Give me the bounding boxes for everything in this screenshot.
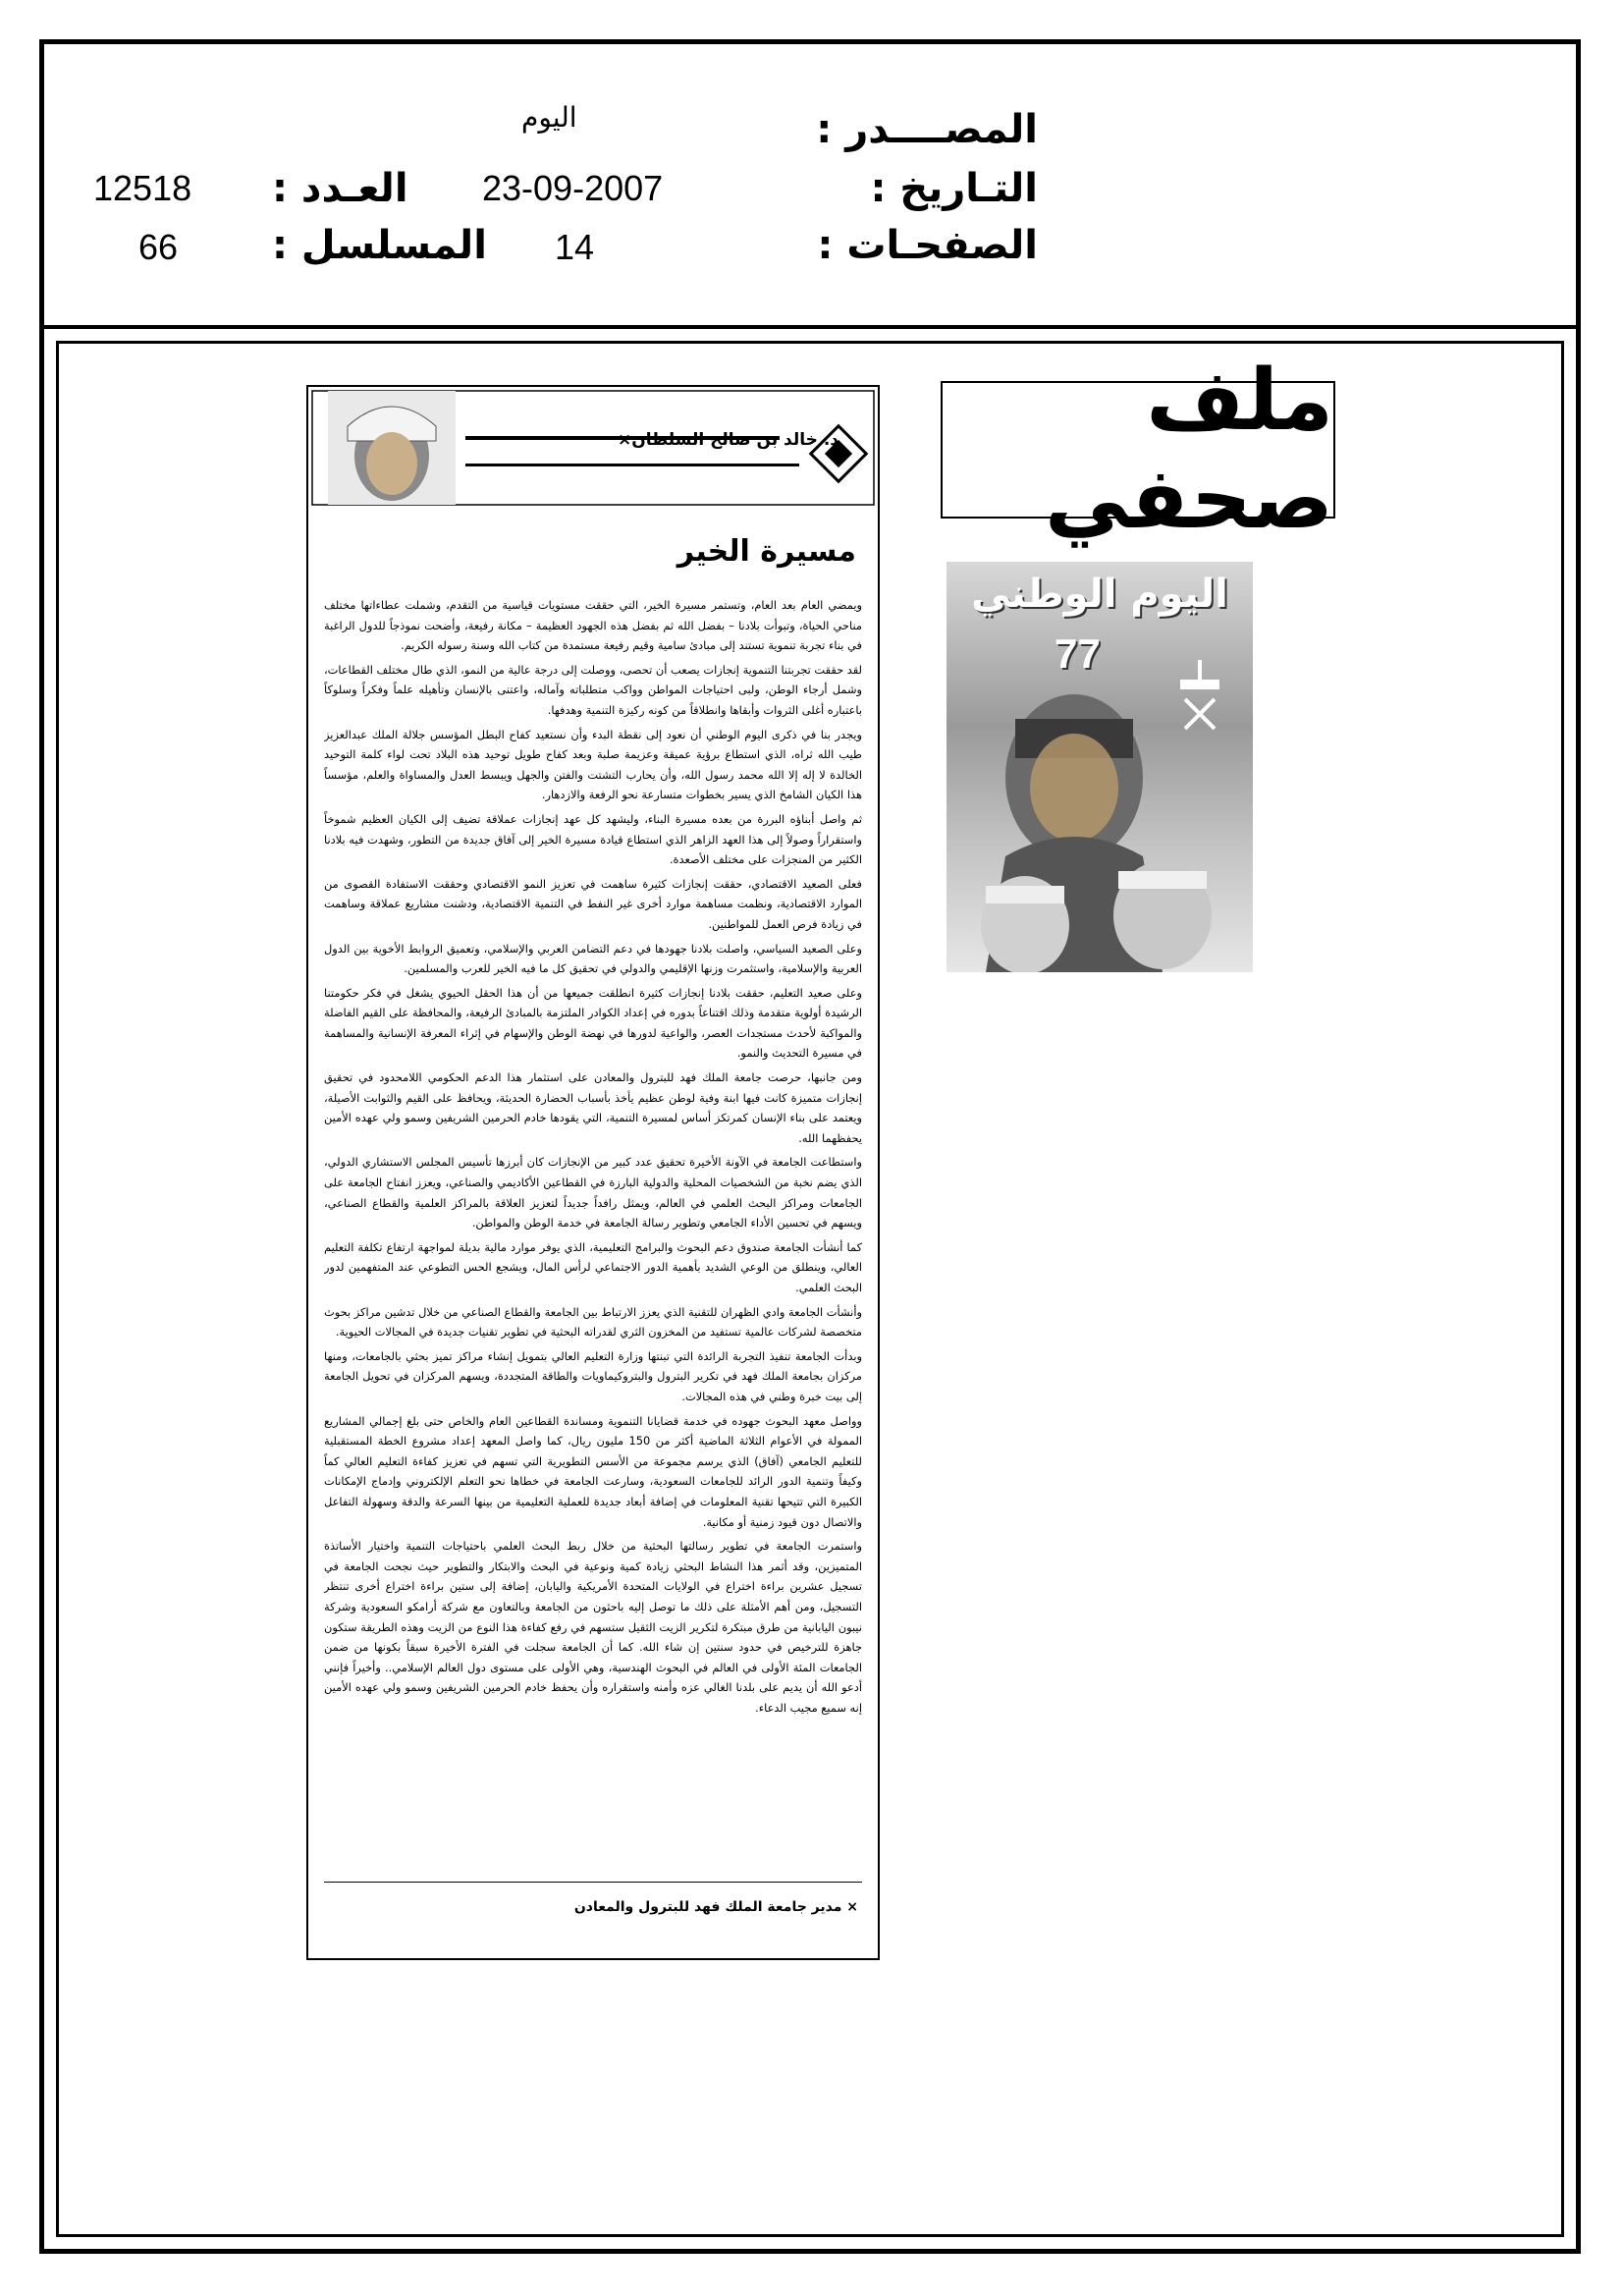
article-paragraph: ومن جانبها، حرصت جامعة الملك فهد للبترول والمعادن على استثمار هذا الدعم الحكومي اللامحدود في تحقيق إنجازات متميزة كانت فيها ابنة وفية لوطن عظيم يأخذ بأسباب الحضارة الحديثة، ويحافظ على القيم والثوابت الأصيلة، ويعتمد على بناء الإنسان كمرتكز أساس لمسيرة التنمية، التي يقودها خادم الحرمين الشريفين وسمو ولي عهده الأمين يحفظهما الله. <box>324 1070 862 1145</box>
article-body <box>324 595 862 1872</box>
header-panel <box>44 44 1576 329</box>
article-title: مسيرة الخير <box>676 534 856 569</box>
article-paragraph: ثم واصل أبناؤه البررة من بعده مسيرة البناء، وليشهد كل عهد إنجازات عملاقة تضيف إلى الكيان العظيم شموخاً واستقراراً وصولاً إلى هذا العهد الزاهر الذي استطاع قيادة مسيرة الخير إلى آفاق جديدة من التطور، وشهدت فيه بلادنا الكثير من المنجزات على مختلف الأصعدة. <box>324 811 862 867</box>
source-label: المصــــدر : <box>816 107 1038 152</box>
article-paragraph: واستمرت الجامعة في تطوير رسالتها البحثية من خلال ربط البحث العلمي باحتياجات التنمية واختيار الأساتذة المتميزين، وقد أثمر هذا النشاط البحثي زيادة كمية ونوعية في البحث والابتكار والتطوير حيث نجحت الجامعة في تسجيل عشرين براءة اختراع في الولايات المتحدة الأمريكية واليابان، إضافة إلى ستين براءة اختراع أخرى تنتظر التسجيل، ومن أهم الأمثلة على ذلك ما توصل إليه باحثون من الجامعة وبالتعاون مع شركة أرامكو السعودية وشركة نيبون اليابانية من طرق مبتكرة لتكرير الزيت الثقيل ستسهم في رفع كفاءة هذا النوع من الزيت وهذه الطريقة ستكون جاهزة للترخيص في حدود سنتين إن شاء الله. كما أن الجامعة سجلت في الفترة الأخيرة سبقاً بكونها من ضمن الجامعات المئة الأولى في العالم في البحوث الهندسية، وهي الأولى على مستوى دول العالم الإسلامي.. وأخيراً فإنني أدعو الله أن يديم على بلدنا الغالي عزه وأمنه واستقراره وأن يحفظ خادم الحرمين الشريفين وسمو ولي عهده الأمين إنه سميع مجيب الدعاء. <box>324 1539 862 1715</box>
article-paragraph: لقد حققت تجربتنا التنموية إنجازات يصعب أن تحصى، ووصلت إلى درجة عالية من النمو، الذي طال مختلف القطاعات، وشمل أرجاء الوطن، ولبى احتياجات المواطن وواكب متطلباته وآماله، واعتنى بالإنسان وتأهيله علماً وفكراً وسلوكاً باعتباره أغلى الثروات وأبقاها وانطلاقاً من كونه ركيزة التنمية وهدفها. <box>324 662 862 717</box>
press-file-box <box>941 352 1335 548</box>
article-paragraph: وبدأت الجامعة تنفيذ التجربة الرائدة التي تبنتها وزارة التعليم العالي بتمويل إنشاء مراكز تميز بحثي بالجامعات، ومنها مركزان بجامعة الملك فهد في تكرير البترول والبتروكيماويات والطاقة المتجددة، ويسهم المركزان في تحويل الجامعة إلى بيت خبرة وطني في هذه المجالات. <box>324 1348 862 1403</box>
serial-value: 66 <box>138 227 179 267</box>
article-paragraph: واستطاعت الجامعة في الآونة الأخيرة تحقيق عدد كبير من الإنجازات كان أبرزها تأسيس المجلس الاستشاري الدولي، الذي يضم نخبة من الشخصيات المحلية والدولية البارزة في القطاعين الأكاديمي والصناعي، ويعزز انفتاح الجامعة على الجامعات ومراكز البحث العلمي في العالم، ويمثل رافداً جديداً لتعزيز العلاقة بالمراكز العلمية والقطاع الصناعي، ويسهم في تحسين الأداء الجامعي وتطوير رسالة الجامعة في خدمة الوطن والمواطن. <box>324 1155 862 1230</box>
national-day-title: اليوم الوطني <box>971 572 1228 617</box>
press-file-title: ملف صحفي <box>1045 352 1333 548</box>
pages-label: الصفحـات : <box>817 223 1038 268</box>
byline-frame-icon <box>308 387 878 513</box>
article-author: د. خالد بن صالح السلطان× <box>618 430 839 450</box>
pages-value: 14 <box>555 227 595 267</box>
national-day-art-icon <box>947 562 1253 972</box>
date-value: 23-09-2007 <box>482 168 664 208</box>
article-header <box>308 387 878 513</box>
serial-label: المسلسل : <box>272 223 487 268</box>
article-footnote: × مدير جامعة الملك فهد للبترول والمعادن <box>573 1899 858 1915</box>
article-paragraph: وعلى الصعيد السياسي، واصلت بلادنا جهودها في دعم التضامن العربي والإسلامي، وتعميق الروابط الأخوية بين الدول العربية والإسلامية، واستثمرت وزنها الإقليمي والدولي في تحقيق كل ما فيه الخير للعرب والمسلمين. <box>324 941 862 976</box>
footnote-divider <box>324 1882 862 1883</box>
national-day-image <box>947 562 1253 972</box>
article-paragraph: وأنشأت الجامعة وادي الظهران للتقنية الذي يعزز الارتباط بين الجامعة والقطاع الصناعي من خلال تدشين مراكز بحوث متخصصة لشركات عالمية تستفيد من المخزون الثري لقدراته البحثية في تطوير تقنيات جديدة في المجالات الحيوية. <box>324 1304 862 1339</box>
article-clipping <box>306 385 880 1960</box>
date-label: التـاريخ : <box>870 166 1038 211</box>
article-paragraph: وعلى صعيد التعليم، حققت بلادنا إنجازات كثيرة انطلقت جميعها من أن هذا الحقل الحيوي يشغل في فكر حكومتنا الرشيدة أولوية متقدمة وذلك اقتناعاً بدوره في إعداد الكوادر الملتزمة بالمبادئ الرفيعة، والمحافظة على القيم الفاضلة والمواكبة لأحدث مستجدات العصر، والواعية لدورها في نهضة الوطن والإسهام في إثراء المعرفة الإنسانية والمساهمة في مسيرة التحديث والنمو. <box>324 985 862 1061</box>
article-paragraph: ويمضي العام بعد العام، وتستمر مسيرة الخير، التي حققت مستويات قياسية من التقدم، وشملت عطاءاتها مختلف مناحي الحياة، وتبوأت بلادنا – بفضل الله ثم بفضل هذه الجهود العظيمة – مكانة رفيعة، وأضحت نموذجاً للدول الراغبة في بناء تجربة تنموية تستند إلى مبادئ سامية وقيم رفيعة مستمدة من كتاب الله وسنة رسوله الكريم. <box>324 598 862 653</box>
issue-value: 12518 <box>93 168 192 208</box>
article-paragraph: كما أنشأت الجامعة صندوق دعم البحوث والبرامج التعليمية، الذي يوفر موارد مالية بديلة لمواجهة ارتفاع تكلفة التعليم العالي، وينطلق من الوعي الشديد بأهمية الدور الاجتماعي لرأس المال، ويشجع الحس التطوعي عند المتفهمين لدور البحث العلمي. <box>324 1239 862 1294</box>
article-paragraph: وواصل معهد البحوث جهوده في خدمة قضايانا التنموية ومساندة القطاعين العام والخاص حتى بلغ إجمالي المشاريع الممولة في الأعوام الثلاثة الماضية أكثر من 150 مليون ريال، كما واصل المعهد إعداد مشروع الخطة المستقبلية للتعليم الجامعي (آفاق) الذي يرسم مجموعة من الأسس التطويرية التي تسهم في تعزيز كفاءة التعليم العالي كماً وكيفاً وتنمية الدور الرائد للجامعات السعودية، وسارعت الجامعة في خطاها نحو التعلم الإلكتروني وإدماج الإمكانات الكبيرة التي تتيحها تقنية المعلومات في إضافة أبعاد جديدة للعملية التعليمية من بينها السرعة والدقة وسهولة التفاعل والاتصال دون قيود زمنية أو مكانية. <box>324 1413 862 1529</box>
issue-label: العـدد : <box>272 166 408 211</box>
national-day-number: 77 <box>1055 630 1101 677</box>
article-paragraph: فعلى الصعيد الاقتصادي، حققت إنجازات كثيرة ساهمت في تعزيز النمو الاقتصادي وحققت الاستفادة القصوى من الموارد الاقتصادية، ونظمت مساهمة موارد أخرى غير النفط في التنمية الاقتصادية، ودشنت مشاريع عملاقة وساهمت في زيادة فرص العمل للمواطنين. <box>324 876 862 931</box>
article-paragraph: ويجدر بنا في ذكرى اليوم الوطني أن نعود إلى نقطة البدء وأن نستعيد كفاح البطل المؤسس جلالة الملك عبدالعزيز طيب الله ثراه، الذي استطاع برؤية عميقة وعزيمة صلبة وبعد كفاح طويل توحيد هذه البلاد تحت لواء كلمة التوحيد الخالدة لا إله إلا الله محمد رسول الله، وأن يحارب التشتت والفتن والجهل ويبسط العدل والمساواة والعلم، مؤسساً هذا الكيان الشامخ الذي يسير بخطوات متسارعة نحو الرفعة والازدهار. <box>324 727 862 802</box>
source-value: اليوم <box>521 101 577 134</box>
